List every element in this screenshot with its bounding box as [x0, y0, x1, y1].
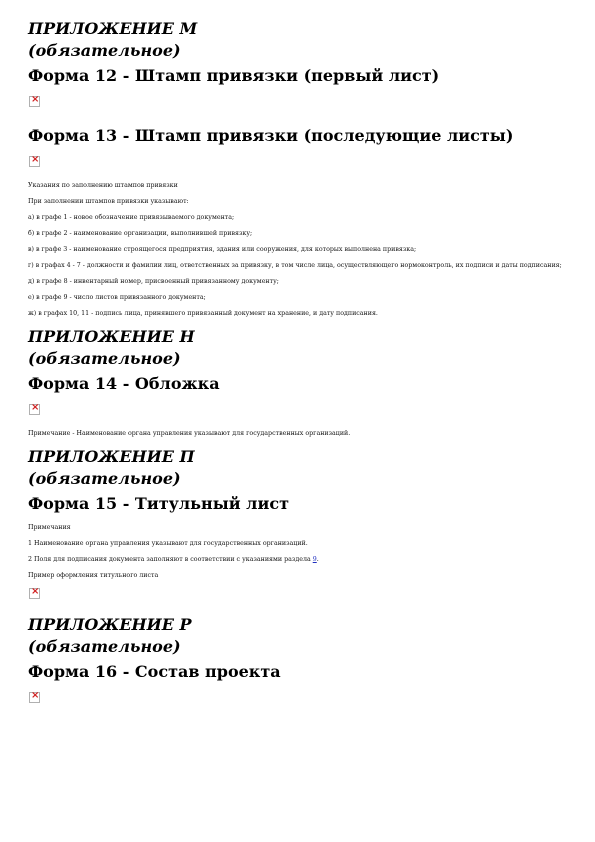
instruction-item: в) в графе 3 - наименование строящегося предприятия, здания или сооружения, для которых выполнена привязка; — [28, 246, 417, 253]
appendix-title: ПРИЛОЖЕНИЕ Р — [28, 615, 192, 634]
form-12-title: Форма 12 - Штамп привязки (первый лист) — [28, 66, 440, 85]
broken-image-icon[interactable] — [29, 588, 40, 599]
instruction-item: г) в графах 4 - 7 - должности и фамилии лиц, ответственных за привязку, в том числе лица, осуществляющего нормоконтроль, их подписи и даты подписания; — [28, 262, 562, 269]
appendix-m-heading — [28, 18, 567, 62]
form-15-title: Форма 15 - Титульный лист — [28, 494, 289, 513]
appendix-title: ПРИЛОЖЕНИЕ П — [28, 447, 195, 466]
broken-image-icon[interactable] — [29, 404, 40, 415]
broken-image-icon[interactable] — [29, 96, 40, 107]
note-2-end: . — [316, 556, 319, 563]
form-15-example: Пример оформления титульного листа — [28, 572, 159, 579]
form-14-title: Форма 14 - Обложка — [28, 374, 220, 393]
instruction-item: д) в графе 8 - инвентарный номер, присвоенный привязанному документу; — [28, 278, 279, 285]
appendix-n-heading — [28, 326, 567, 370]
broken-image-icon[interactable] — [29, 156, 40, 167]
section-link[interactable]: 9 — [312, 556, 317, 563]
instructions-intro: При заполнении штампов привязки указывают: — [28, 198, 189, 205]
instruction-item: ж) в графах 10, 11 - подпись лица, принявшего привязанный документ на хранение, и дату подписания. — [28, 310, 378, 317]
appendix-subtitle: (обязательное) — [28, 41, 181, 60]
form-15-notes-heading: Примечания — [28, 524, 71, 531]
appendix-p-heading — [28, 446, 567, 490]
appendix-title: ПРИЛОЖЕНИЕ Н — [28, 327, 195, 346]
note-2-text: 2 Поля для подписания документа заполняют в соответствии с указаниями раздела — [28, 556, 313, 563]
form-15-note-1: 1 Наименование органа управления указывают для государственных организаций. — [28, 540, 308, 547]
appendix-subtitle: (обязательное) — [28, 637, 181, 656]
form-15-note-2 — [28, 556, 567, 564]
appendix-r-heading — [28, 614, 567, 658]
form-16-title: Форма 16 - Состав проекта — [28, 662, 281, 681]
appendix-title: ПРИЛОЖЕНИЕ М — [28, 19, 198, 38]
form-13-title: Форма 13 - Штамп привязки (последующие листы) — [28, 126, 514, 145]
instruction-item: е) в графе 9 - число листов привязанного документа; — [28, 294, 206, 301]
broken-image-icon[interactable] — [29, 692, 40, 703]
appendix-subtitle: (обязательное) — [28, 469, 181, 488]
instruction-item: а) в графе 1 - новое обозначение привязываемого документа; — [28, 214, 235, 221]
instructions-heading: Указания по заполнению штампов привязки — [28, 182, 178, 189]
appendix-subtitle: (обязательное) — [28, 349, 181, 368]
instruction-item: б) в графе 2 - наименование организации, выполнившей привязку; — [28, 230, 253, 237]
form-14-note: Примечание - Наименование органа управления указывают для государственных организаций. — [28, 430, 351, 437]
